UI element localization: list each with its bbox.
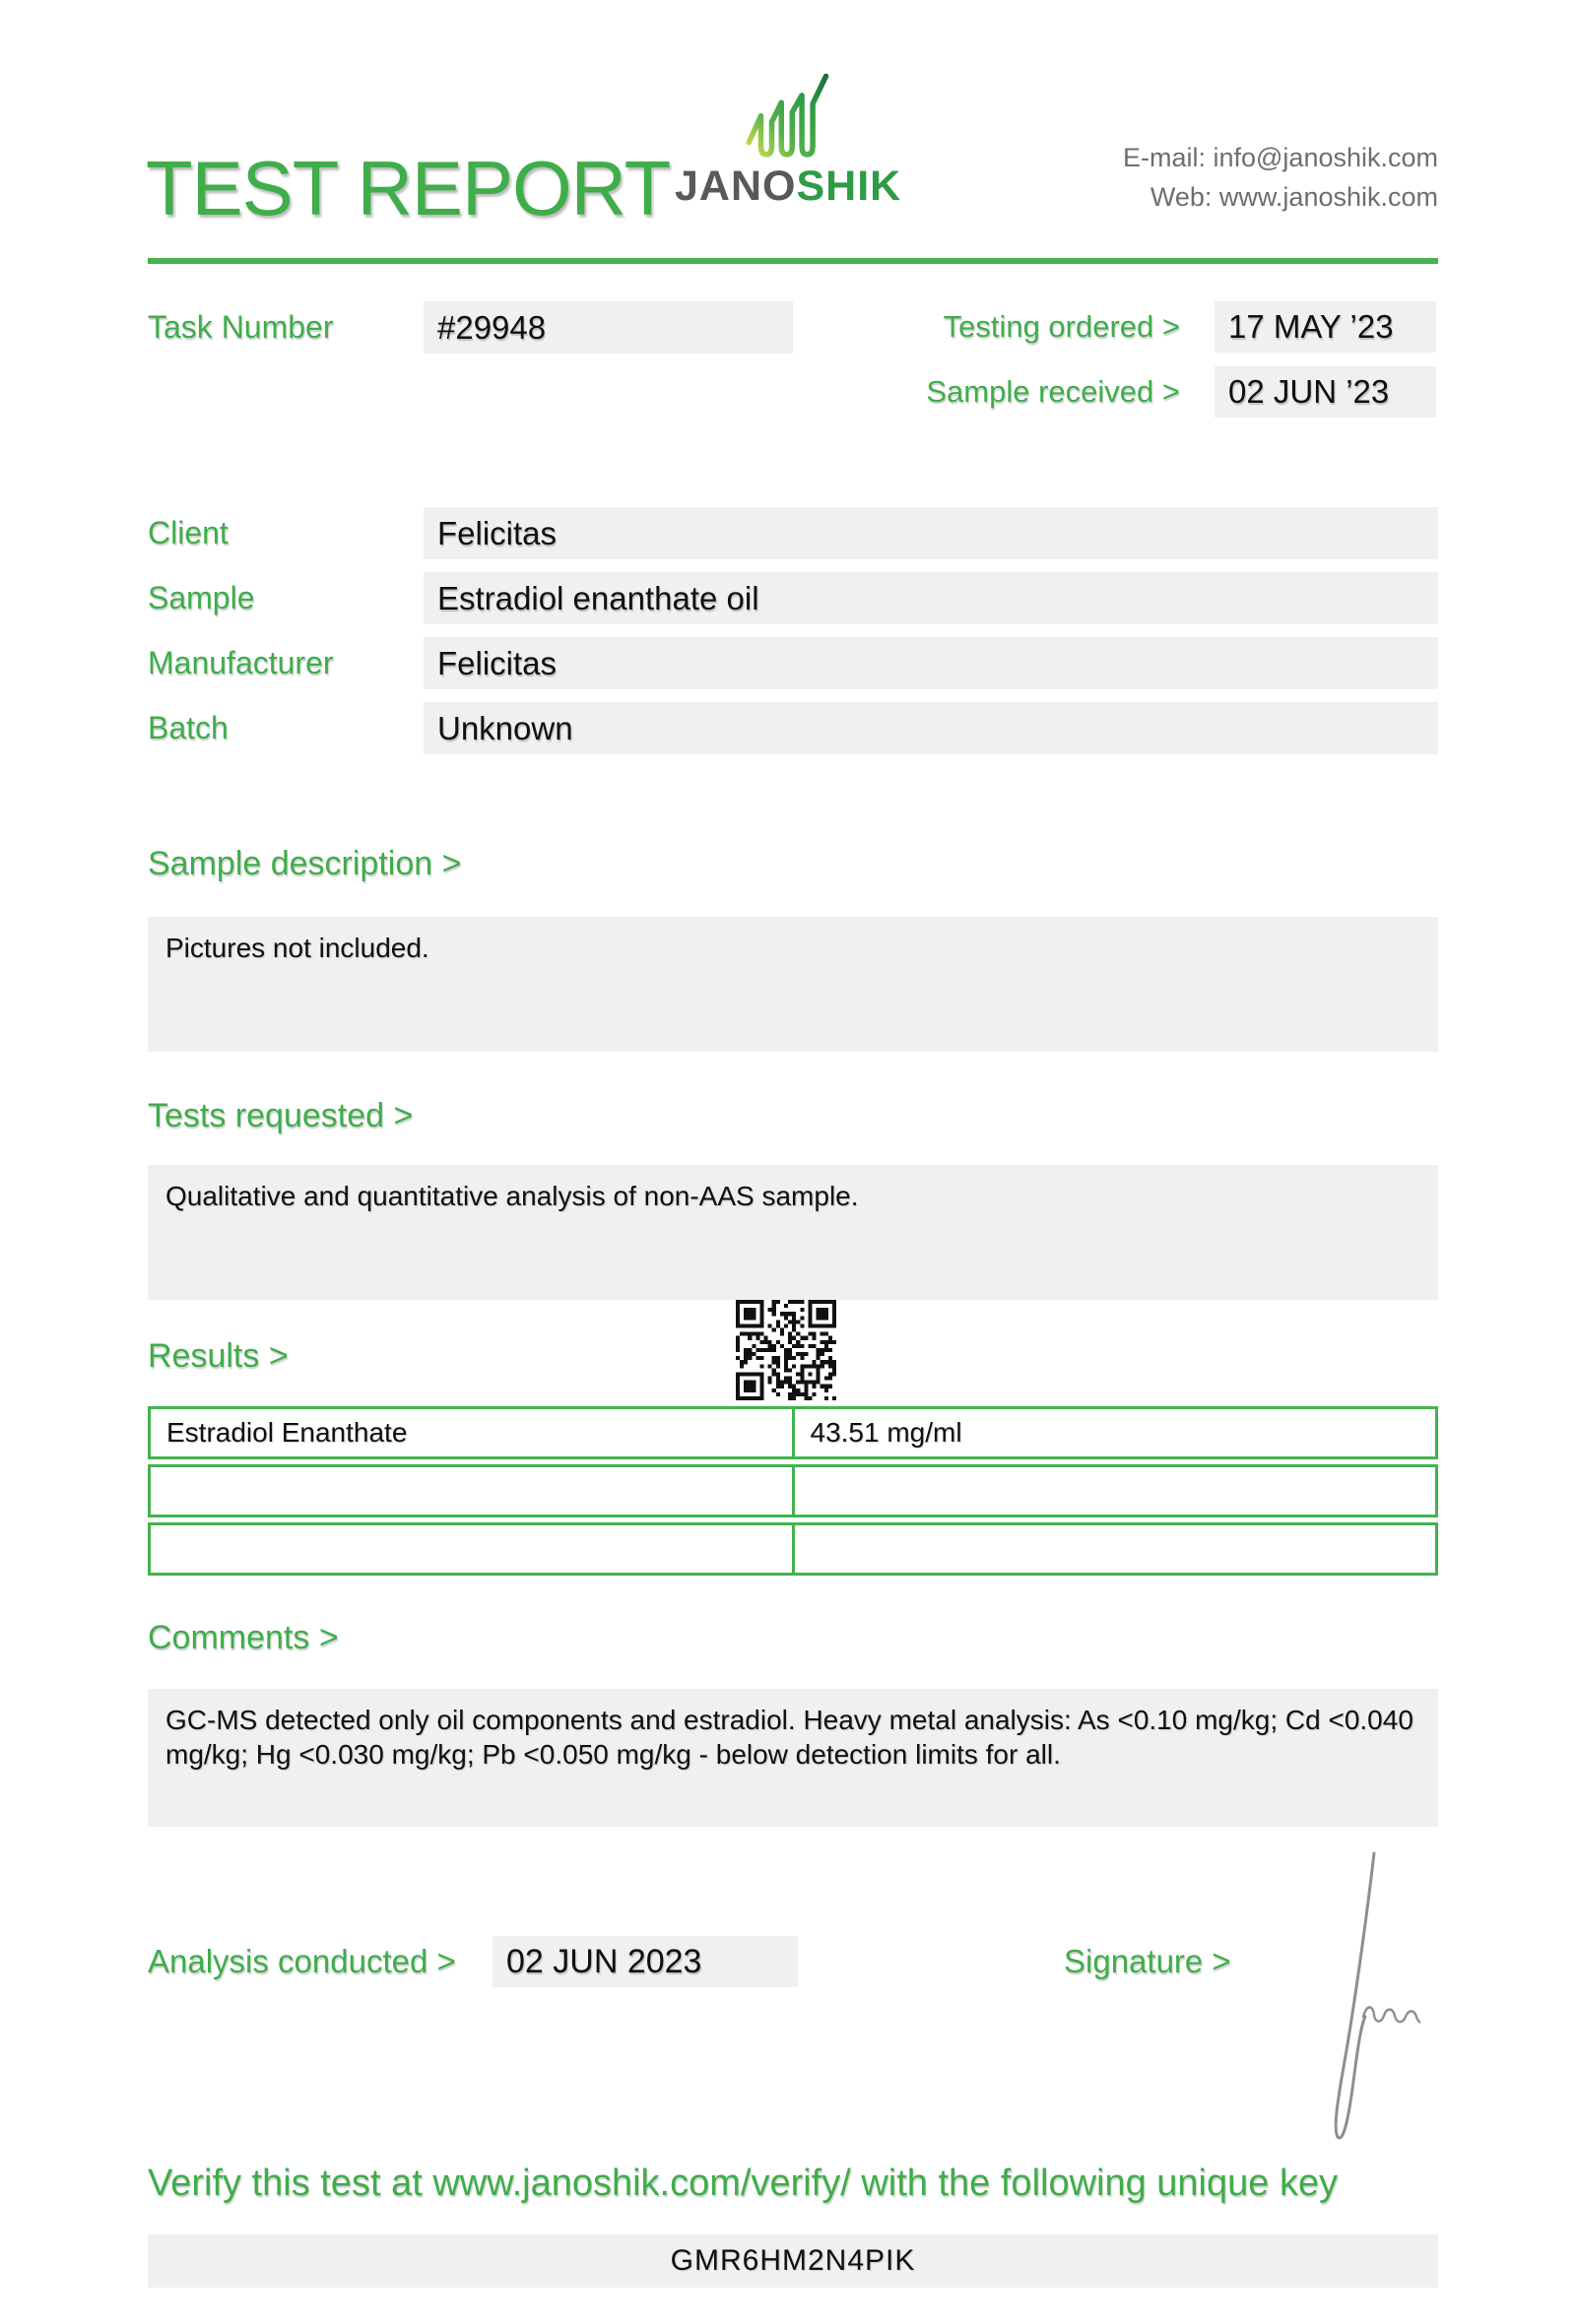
sample-received-label: Sample received >: [926, 374, 1180, 409]
client-value: Felicitas: [424, 507, 1438, 559]
result-substance-cell: [151, 1525, 795, 1573]
batch-value: Unknown: [424, 702, 1438, 754]
result-value-cell: [795, 1525, 1436, 1573]
batch-label: Batch: [148, 710, 229, 745]
result-value-cell: 43.51 mg/ml: [810, 1417, 962, 1448]
contact-web-line: [1123, 177, 1438, 217]
unique-key-value: GMR6HM2N4PIK: [148, 2234, 1438, 2288]
web-value: www.janoshik.com: [1218, 182, 1438, 212]
email-value: info@janoshik.com: [1213, 143, 1438, 172]
results-table-row: [148, 1464, 1438, 1517]
contact-block: [1123, 138, 1438, 217]
results-table-row: [148, 1406, 1438, 1459]
results-table-row: [148, 1522, 1438, 1576]
brand-text-shik: SHIK: [796, 162, 902, 210]
task-number-value: #29948: [424, 301, 793, 354]
comments-body: GC-MS detected only oil components and estradiol. Heavy metal analysis: As <0.10 mg/kg; Cd <0.040 mg/kg; Hg <0.030 mg/kg; Pb <0.050 mg/kg - below detection limits for all.: [148, 1689, 1438, 1827]
sample-description-body: Pictures not included.: [148, 917, 1438, 1052]
result-value-cell: [795, 1467, 1436, 1515]
header-divider: [148, 258, 1438, 264]
client-label: Client: [148, 515, 229, 550]
web-label: Web:: [1149, 182, 1213, 212]
sample-received-value: 02 JUN ’23: [1215, 366, 1436, 418]
comments-heading: Comments >: [148, 1619, 339, 1656]
manufacturer-label: Manufacturer: [148, 645, 334, 680]
manufacturer-value: Felicitas: [424, 637, 1438, 689]
analysis-conducted-label: Analysis conducted >: [148, 1943, 456, 1979]
contact-email-line: [1123, 138, 1438, 177]
sample-label: Sample: [148, 580, 255, 615]
brand-wordmark: [675, 162, 901, 211]
testing-ordered-label: Testing ordered >: [943, 309, 1180, 344]
sample-description-heading: Sample description >: [148, 845, 462, 882]
growth-chart-icon: [743, 69, 833, 161]
testing-ordered-value: 17 MAY ’23: [1215, 301, 1436, 353]
email-label: E-mail:: [1122, 143, 1206, 172]
result-substance-cell: [151, 1467, 795, 1515]
brand-text-jano: JANO: [675, 162, 797, 210]
analysis-conducted-value: 02 JUN 2023: [492, 1936, 798, 1987]
task-number-label: Task Number: [148, 309, 334, 345]
page-title: TEST REPORT: [146, 145, 671, 231]
tests-requested-body: Qualitative and quantitative analysis of non-AAS sample.: [148, 1165, 1438, 1300]
result-substance-cell: Estradiol Enanthate: [151, 1409, 795, 1456]
sample-value: Estradiol enanthate oil: [424, 572, 1438, 624]
signature-icon: [1273, 1847, 1420, 2155]
qr-code-icon: [736, 1300, 836, 1400]
brand-logo: [675, 69, 901, 211]
signature-label: Signature >: [1064, 1943, 1231, 1979]
verify-instruction: Verify this test at www.janoshik.com/verify/ with the following unique key: [148, 2163, 1339, 2204]
tests-requested-heading: Tests requested >: [148, 1097, 414, 1134]
results-heading: Results >: [148, 1337, 289, 1375]
